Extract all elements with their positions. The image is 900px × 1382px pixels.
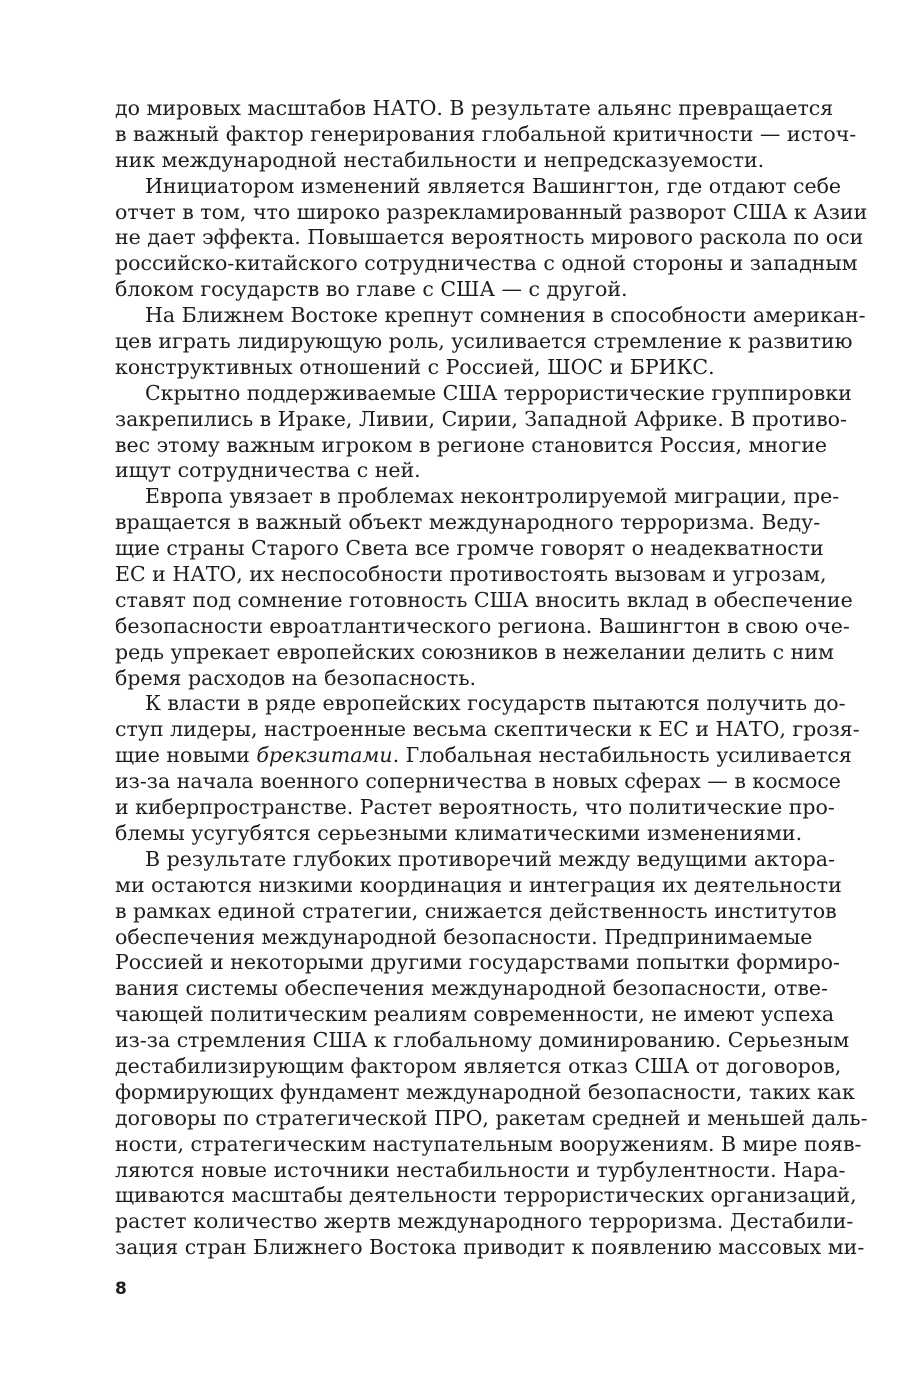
text-line: Россией и некоторыми другими государствами попытки формиро-	[115, 950, 840, 975]
text-line: обеспечения международной безопасности. Предпринимаемые	[115, 924, 813, 949]
text-line: щиваются масштабы деятельности террористических организаций,	[115, 1183, 857, 1208]
text-line: На Ближнем Востоке крепнут сомнения в способности американ-	[145, 303, 866, 328]
text-line: до мировых масштабов НАТО. В результате альянс превращается	[115, 96, 834, 120]
text-line: не дает эффекта. Повышается вероятность мирового раскола по оси	[115, 225, 864, 250]
text-line: зация стран Ближнего Востока приводит к появлению массовых ми-	[115, 1235, 865, 1260]
text-line: цев играть лидирующую роль, усиливается стремление к развитию	[115, 329, 853, 354]
text-line: из-за стремления США к глобальному доминированию. Серьезным	[115, 1028, 850, 1053]
text-line: блоком государств во главе с США — с другой.	[115, 277, 628, 302]
text-line: ступ лидеры, настроенные весьма скептически к ЕС и НАТО, грозя-	[115, 717, 860, 742]
page-body	[115, 96, 868, 1261]
text-line: ности, стратегическим наступательным вооружениям. В мире появ-	[115, 1131, 862, 1156]
text-line: растет количество жертв международного терроризма. Дестабили-	[115, 1209, 854, 1234]
page-number: 8	[115, 1279, 127, 1299]
text-line: конструктивных отношений с Россией, ШОС и БРИКС.	[115, 354, 715, 379]
paragraph	[115, 173, 868, 303]
paragraph	[115, 303, 866, 381]
text-line: отчет в том, что широко разрекламированный разворот США к Азии	[115, 199, 868, 224]
text-line: в рамках единой стратегии, снижается действенность институтов	[115, 898, 837, 923]
text-line: ищут сотрудничества с ней.	[115, 458, 421, 483]
text-line: вращается в важный объект международного терроризма. Веду-	[115, 510, 821, 535]
paragraph	[115, 691, 860, 846]
text-line: щие страны Старого Света все громче говорят о неадекватности	[115, 536, 824, 561]
text-line: чающей политическим реалиям современности, не имеют успеха	[115, 1002, 835, 1027]
paragraph	[115, 380, 852, 485]
text-line: щие новыми брекзитами. Глобальная нестабильность усиливается	[115, 743, 852, 768]
text-line: и киберпространстве. Растет вероятность, что политические про-	[115, 795, 835, 820]
text-line: ляются новые источники нестабильности и турбулентности. Нара-	[115, 1157, 846, 1182]
text-line: формирующих фундамент международной безопасности, таких как	[115, 1079, 855, 1104]
text-line: бремя расходов на безопасность.	[115, 665, 477, 690]
text-line: Скрытно поддерживаемые США террористические группировки	[145, 380, 852, 405]
text-line: К власти в ряде европейских государств пытаются получить до-	[145, 691, 846, 716]
text-line: вес этому важным игроком в регионе становится Россия, многие	[115, 432, 828, 457]
text-line: безопасности евроатлантического региона. Вашингтон в свою оче-	[115, 613, 850, 638]
paragraph	[115, 484, 853, 691]
text-line: редь упрекает европейских союзников в нежелании делить с ним	[115, 639, 834, 664]
text-line: ник международной нестабильности и непредсказуемости.	[115, 147, 765, 172]
text-line: В результате глубоких противоречий между ведущими актора-	[145, 846, 835, 871]
text-line: ставят под сомнение готовность США вносить вклад в обеспечение	[115, 587, 853, 612]
text-line: в важный фактор генерирования глобальной критичности — источ-	[115, 121, 857, 146]
text-line: договоры по стратегической ПРО, ракетам средней и меньшей даль-	[115, 1105, 868, 1130]
paragraph	[115, 96, 857, 174]
paragraph	[115, 846, 868, 1261]
text-line: ми остаются низкими координация и интеграция их деятельности	[115, 872, 842, 897]
text-line: блемы усугубятся серьезными климатическими изменениями.	[115, 820, 803, 845]
text-line: закрепились в Ираке, Ливии, Сирии, Западной Африке. В противо-	[115, 406, 847, 431]
text-line: из-за начала военного соперничества в новых сферах — в космосе	[115, 769, 841, 794]
text-line: российско-китайского сотрудничества с одной стороны и западным	[115, 251, 858, 276]
text-line: ЕС и НАТО, их неспособности противостоять вызовам и угрозам,	[115, 562, 827, 587]
text-line: вания системы обеспечения международной безопасности, отве-	[115, 976, 828, 1001]
text-line: дестабилизирующим фактором является отказ США от договоров,	[115, 1053, 842, 1078]
text-line: Инициатором изменений является Вашингтон, где отдают себе	[145, 173, 842, 198]
text-line: Европа увязает в проблемах неконтролируемой миграции, пре-	[145, 484, 840, 509]
